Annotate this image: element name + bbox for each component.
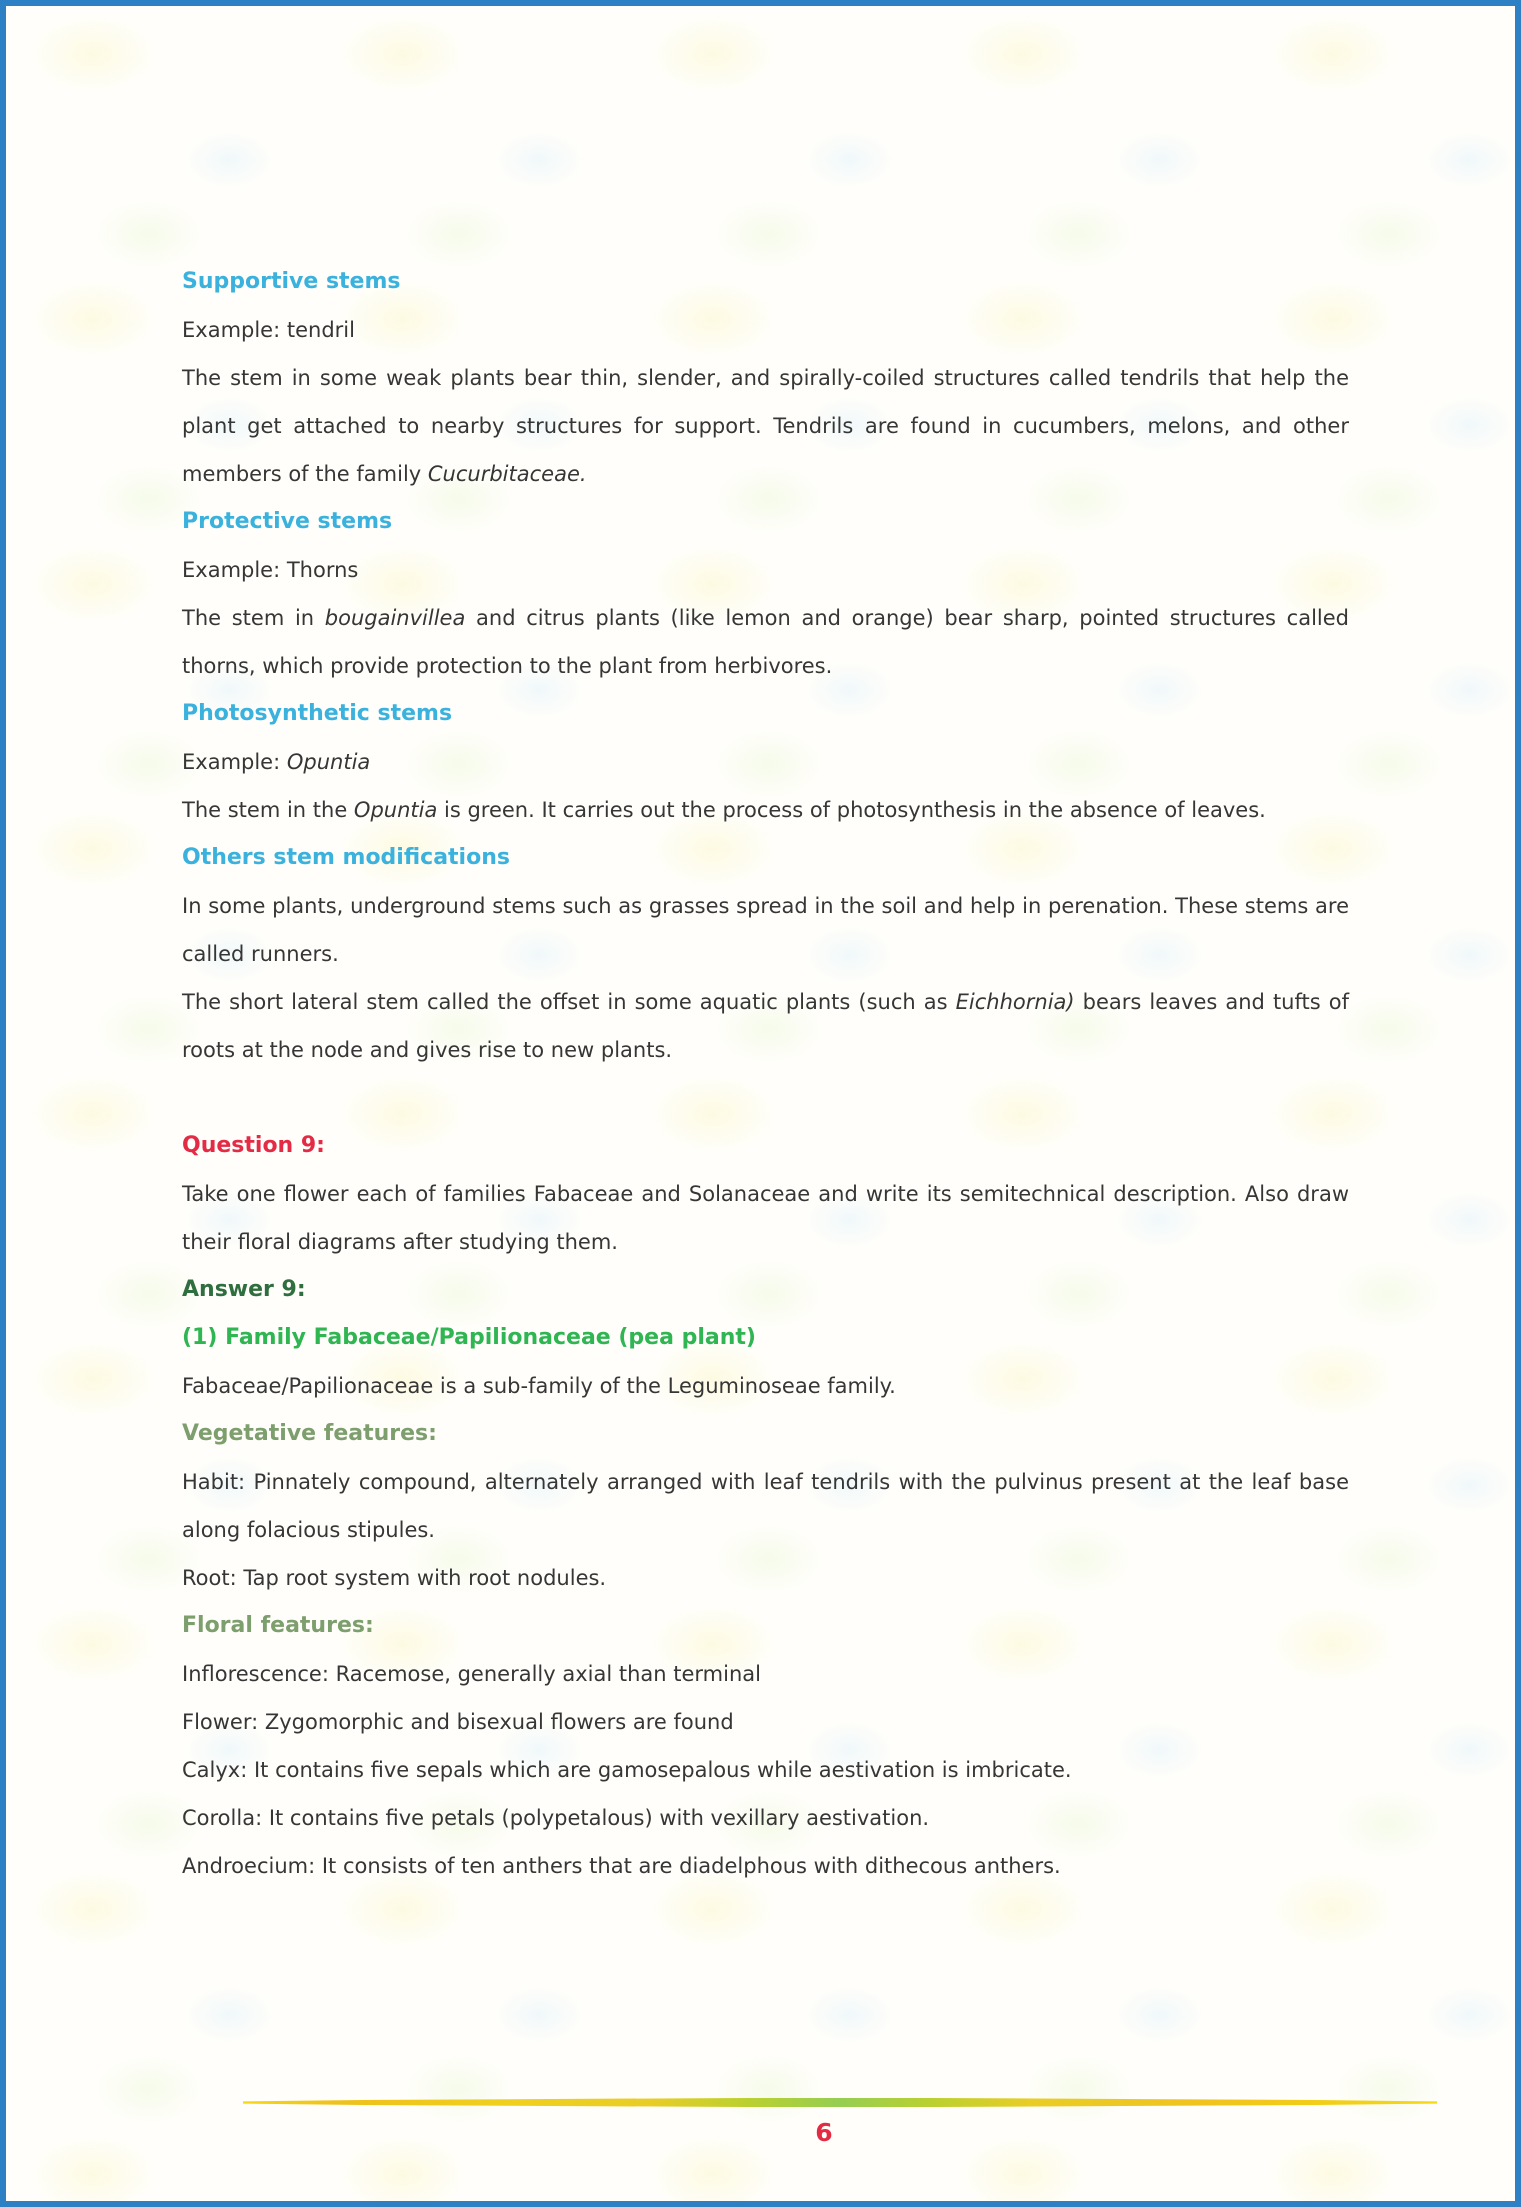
heading-text: Floral features: (182, 1613, 374, 1638)
text-run: The stem in (182, 606, 325, 630)
paragraph-runners (182, 882, 1349, 978)
paragraph-example-tendril (182, 306, 1349, 354)
paragraph-thorns-description (182, 594, 1349, 690)
heading-text: (1) Family Fabaceae/Papilionaceae (pea plant) (182, 1325, 756, 1350)
text-run: The stem in the (182, 798, 354, 822)
heading-protective-stems (182, 498, 1349, 546)
heading-text: Photosynthetic stems (182, 701, 453, 726)
text-run: Corolla: It contains five petals (polypetalous) with vexillary aestivation. (182, 1806, 930, 1830)
heading-photosynthetic-stems (182, 690, 1349, 738)
heading-floral-features (182, 1602, 1349, 1650)
paragraph-tendril-description (182, 354, 1349, 498)
text-run: In some plants, underground stems such as grasses spread in the soil and help in perenation. These stems are called runners. (182, 894, 1349, 966)
heading-text: Supportive stems (182, 269, 401, 294)
italic-species-name: Opuntia (353, 798, 438, 822)
text-run: Flower: Zygomorphic and bisexual flowers are found (182, 1710, 734, 1734)
paragraph-offset (182, 978, 1349, 1074)
heading-others-stem-modifications (182, 834, 1349, 882)
footer-divider (243, 2098, 1437, 2107)
text-run: Androecium: It consists of ten anthers that are diadelphous with dithecous anthers. (182, 1854, 1061, 1878)
paragraph-corolla (182, 1794, 1349, 1842)
text-run: The stem in some weak plants bear thin, slender, and spirally-coiled structures called tendrils that help the plant get attached to nearby structures for support. Tendrils are found in cucumbers, melons, and other members of the family (182, 366, 1349, 486)
text-run: Fabaceae/Papilionaceae is a sub-family of the Leguminoseae family. (182, 1374, 896, 1398)
heading-answer-9 (182, 1266, 1349, 1314)
text-run: Inflorescence: Racemose, generally axial than terminal (182, 1662, 761, 1686)
paragraph-calyx (182, 1746, 1349, 1794)
paragraph-habit (182, 1458, 1349, 1554)
heading-supportive-stems (182, 258, 1349, 306)
heading-text: Vegetative features: (182, 1421, 437, 1446)
paragraph-root (182, 1554, 1349, 1602)
paragraph-opuntia-description (182, 786, 1349, 834)
paragraph-inflorescence (182, 1650, 1349, 1698)
heading-text: Question 9: (182, 1133, 325, 1158)
heading-text: Protective stems (182, 509, 393, 534)
italic-species-name: Eichhornia) (955, 990, 1075, 1014)
heading-family-fabaceae (182, 1314, 1349, 1362)
text-run: and citrus plants (like lemon and orange) bear sharp, pointed structures called thorns, which provide protection to the plant from herbivores. (182, 606, 1349, 678)
text-run: Example: Thorns (182, 558, 359, 582)
paragraph-fabaceae-subfamily (182, 1362, 1349, 1410)
heading-text: Answer 9: (182, 1277, 306, 1302)
heading-text: Others stem modifications (182, 845, 510, 870)
text-run: is green. It carries out the process of photosynthesis in the absence of leaves. (437, 798, 1266, 822)
paragraph-example-opuntia (182, 738, 1349, 786)
heading-question-9 (182, 1122, 1349, 1170)
document-content (182, 258, 1349, 1890)
text-run: Root: Tap root system with root nodules. (182, 1566, 607, 1590)
text-run: Calyx: It contains five sepals which are gamosepalous while aestivation is imbricate. (182, 1758, 1072, 1782)
text-run: The short lateral stem called the offset in some aquatic plants (such as (182, 990, 956, 1014)
paragraph-question-9-text (182, 1170, 1349, 1266)
paragraph-androecium (182, 1842, 1349, 1890)
italic-family-name: Cucurbitaceae. (427, 462, 587, 486)
page-number: 6 (815, 2118, 833, 2147)
heading-vegetative-features (182, 1410, 1349, 1458)
paragraph-example-thorns (182, 546, 1349, 594)
text-run: Habit: Pinnately compound, alternately arranged with leaf tendrils with the pulvinus present at the leaf base along folacious stipules. (182, 1470, 1349, 1542)
italic-species-name: Opuntia (286, 750, 371, 774)
text-run: Example: (182, 750, 287, 774)
italic-species-name: bougainvillea (324, 606, 466, 630)
text-run: Example: tendril (182, 318, 355, 342)
paragraph-flower (182, 1698, 1349, 1746)
text-run: Take one flower each of families Fabaceae and Solanaceae and write its semitechnical description. Also draw their floral diagrams after studying them. (182, 1182, 1349, 1254)
text-run: bears leaves and tufts of roots at the node and gives rise to new plants. (182, 990, 1349, 1062)
